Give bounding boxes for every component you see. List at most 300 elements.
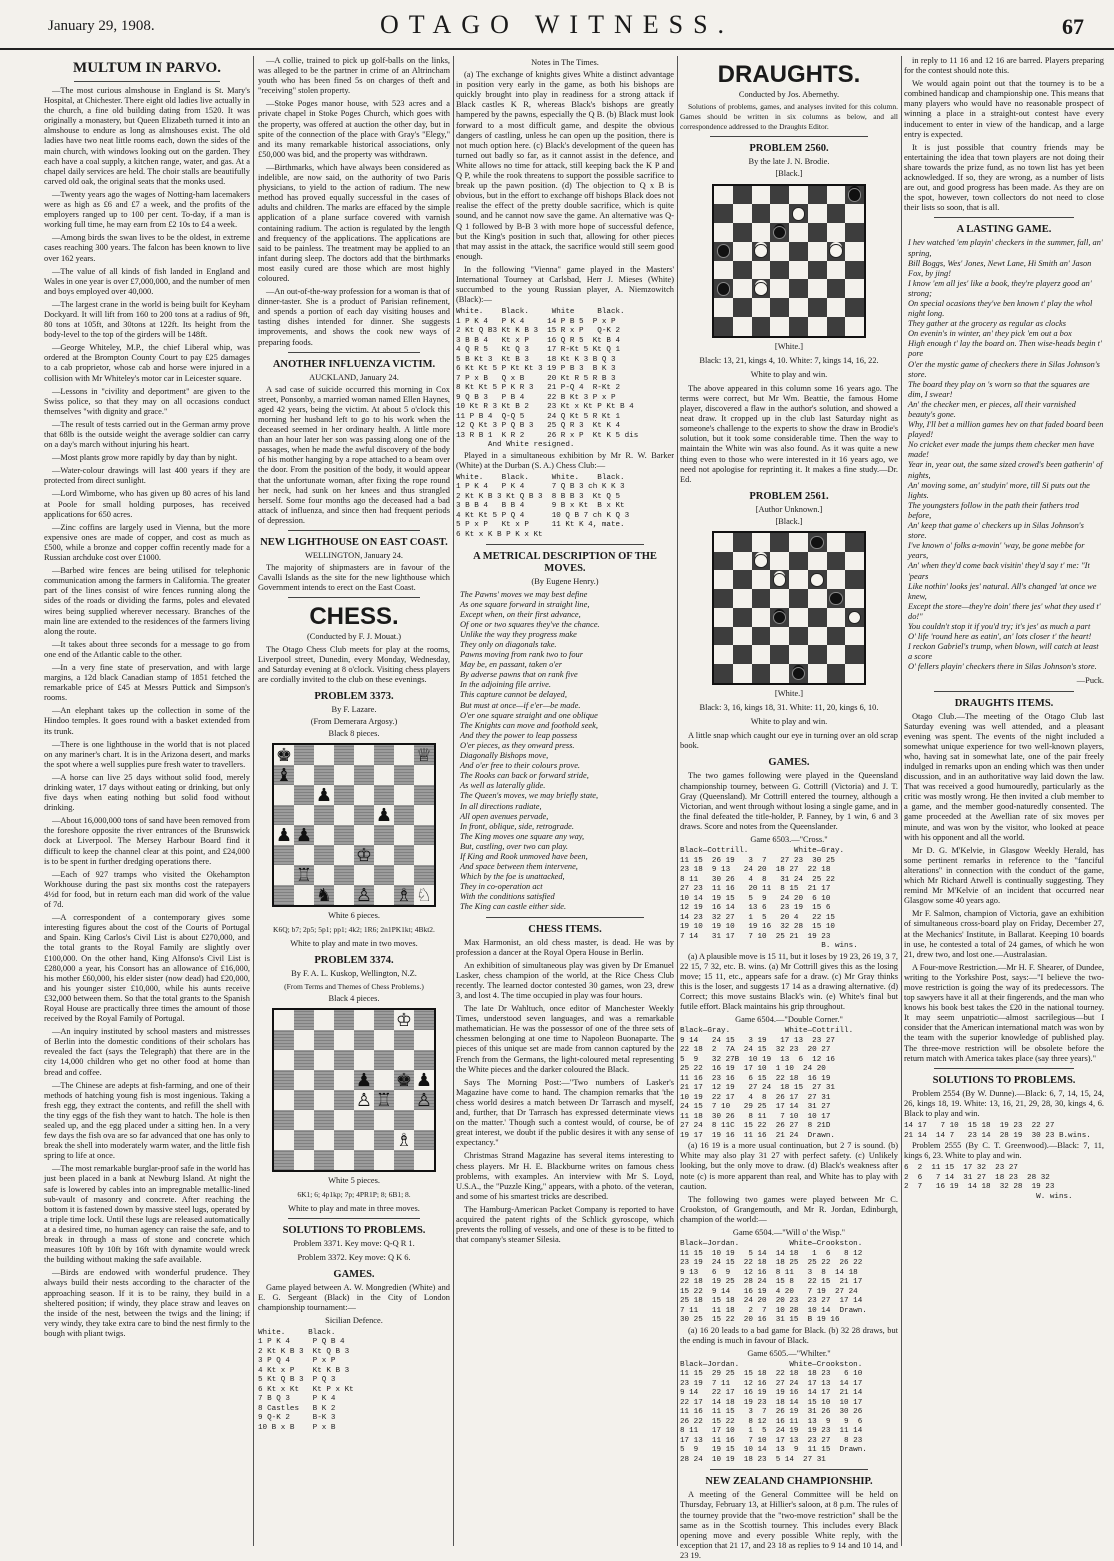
problem-stipulation: White to play and win. [750,369,828,379]
board-square [374,1070,394,1090]
story-title: ANOTHER INFLUENZA VICTIM. [272,358,436,370]
board-square [374,825,394,845]
chess-conductor: (Conducted by F. J. Mouat.) [306,632,401,642]
news-paragraph: —The largest crane in the world is being built for Keyham Dockyard. It will lift from 160 to 200 tons at a radius of 9ft, 80 tons at 105ft, and 30tons at 122ft. Its height from the body-level to the top of the girders will be 148ft. [44,299,250,340]
news-paragraph: —It takes about three seconds for a message to go from one end of the Atlantic cable to the other. [44,639,250,659]
board-square [354,1150,374,1170]
poem-credit: —Puck. [1076,676,1104,686]
board-square [334,1150,354,1170]
board-square [714,298,733,317]
board-square [374,1030,394,1050]
board-square [394,885,414,905]
board-square [789,533,808,552]
black-man-piece-icon [810,536,824,550]
page-number: 67 [1062,14,1084,39]
poem-line: Why, I'll bet a million games hev on that faded board been played! [908,420,1104,440]
chess-piece-icon: ♟ [375,805,393,826]
draughts-item: Otago Club.—The meeting of the Otago Club last Saturday evening was well attended, and a pleasant evening was spent. The events of the night included a somewhat unique experience for two well-known players, who, having sat in somewhat late, one of the pair freely indulged in remarks upon an ending which was then under discussion, and in an authoritative way laid down the law. That was received a good humouredly, particularly as the critic was mostly wrong. He then invited a club member to a game, and the member good-naturedly consented. The game proceeded at the Awellian rate of six moves per minute, and was won by the visitor, who looked at peace with his opponent and all the world. [904,711,1104,842]
board-square [294,1050,314,1070]
board-square [733,242,752,261]
board-square [354,1090,374,1110]
board-square [274,825,294,845]
problem-stipulation: White to play and mate in three moves. [288,1203,420,1213]
board-square [374,1150,394,1170]
divider [934,691,1074,692]
poem-line: No cricket ever made the jumps them checker men have made! [908,440,1095,460]
board-square [733,533,752,552]
problem-note: The above appeared in this column some 16 years ago. The terms were correct, but Mr Wm. Beattie, the famous Home player, discovered a flaw in the author's solution, and showed a neat draw. It cropped up in the club last Saturday night as someone's challenge to the experts to show the draw in Brodie's solution, but it took some considerable time. Then the way to maintain the White win was also found. As it was quite a new thing even to those who were interested in it 16 years ago, we need not apologise for reprinting it. It makes a fine study.—Dr. Ed. [680,383,898,484]
board-square [752,645,771,664]
story-dateline: AUCKLAND, January 24. [309,372,399,382]
board-square [414,885,434,905]
chess-piece-icon: ♙ [355,885,373,906]
poem-line: And space between them intervene, [460,862,578,872]
board-square [770,317,789,336]
problem-notation: K6Q; b7; 2p5; 5p1; pp1; 4k2; 1R6; 2n1PK1kt; 4Bkt2. [273,925,435,935]
poem-line: If King and Rook unmoved have been, [460,851,588,861]
board-square [354,825,374,845]
board-square [770,242,789,261]
board-square [789,645,808,664]
board-square [733,552,752,571]
board-square [334,865,354,885]
solutions-title: SOLUTIONS TO PROBLEMS. [932,1074,1076,1086]
problem-title: PROBLEM 3374. [314,955,394,967]
board-square [733,317,752,336]
poem-line: Pawns moving from rank two to four [460,650,583,660]
poem-line: Diagonally Bishops move, [460,751,549,761]
board-square [770,664,789,683]
championship-title: NEW ZEALAND CHAMPIONSHIP. [705,1476,873,1488]
board-square [808,242,827,261]
draughts-conductor: Conducted by Jos. Abernethy. [738,90,840,99]
draughts-items-title: DRAUGHTS ITEMS. [954,697,1054,709]
poem-line: Which by the foe is unattacked, [460,872,565,882]
board-square [808,589,827,608]
news-paragraph: —The Chinese are adepts at fish-farming, and one of their methods of hatching young fish is most ingenious. Taking a fresh egg, they extract the contents, and refill the shell with the tiny eggs of the fish they want to hatch. The hole is then sealed up, and the egg placed under a sitting hen. In a very few days the fish ova are so far advanced that one has only to break the shell into moderately warm water, and the little fish spring to life at once. [44,1080,250,1161]
chess-item: Christmas Strand Magazine has several items interesting to chess players. Mr H. E. Blackburne writes on famous chess problems, with examples. An interview with Mr S. Loyd, U.S.A., the "Puzzle King," appears, with a photo. of the veteran, and some of his smartest tricks are described. [456,1151,674,1201]
white-man-piece-icon [810,573,824,587]
solution-entry: Problem 3371. Key move: Q-Q R 1. [293,1239,415,1248]
board-square [808,317,827,336]
poem-title: A LASTING GAME. [956,224,1052,236]
black-man-piece-icon [829,592,843,606]
board-square [752,186,771,205]
divider [74,81,220,82]
news-paragraph: —Birthmarks, which have always been considered as indelible, are now said, on the authority of two Paris physicians, to yield to the action of radium. The new method has proved equally successful in the cases of adults and children. The marks are effaced by the simple application of a plane surface covered with varnish containing radium. The action is regulated by the length and frequency of the applications. The applications are said to be painless. The treatment may be applied to an infant during sleep. The doctors add that the birthmarks most easily cured are those which are most highly coloured. [258,162,450,283]
news-paragraph: —In a very fine state of preservation, and with large margins, a 12d black Canadian stamp of 1851 fetched the remarkable price of £45 at Messrs Puttick and Simpson's rooms. [44,662,250,703]
board-square [294,1070,314,1090]
board-square [714,608,733,627]
board-square [827,627,846,646]
poem [908,238,1104,672]
board-square [374,1110,394,1130]
poem-line: High enough t' lay the board on. Then wise-heads begin t' pore [908,339,1102,359]
board-square [827,533,846,552]
problem-author: By F. A. L. Kuskop, Wellington, N.Z. [291,969,417,979]
board-square [414,805,434,825]
board-square [714,589,733,608]
news-paragraph: —A correspondent of a contemporary gives some interesting figures about the cost of the Courts of Portugal and Spain. King Carlos's Civil List is about £270,000, and the total grants to the Royal Family are slightly over £100,000. On the other hand, King Alfonso's Civil List is £280,000 a year, his Consort has an allowance of £16,000, his mother £60,000, his elder sister (now dead) had £20,000, and his younger sister £10,000, while his aunts receive £32,000 between them. So that the total grants to the Spanish Royal House are practically three times the amount of those received by the Royal Family of Portugal. [44,913,250,1024]
game-notes: (a) 16 20 leads to a bad game for Black. (b) 32 28 draws, but the ending is much in favour of Black. [680,1325,898,1345]
board-square [827,608,846,627]
board-square [789,589,808,608]
draughts-notice: Solutions of problems, games, and analyses invited for this column. Games should be written in six columns as below, and all correspondence addressed to the Draughts Editor. [680,102,898,132]
chess-piece-icon: ♟ [315,785,333,806]
board-square [314,885,334,905]
divider [288,597,420,598]
paper-title: OTAGO WITNESS. [379,10,735,39]
white-side-tag: [White.] [774,688,804,698]
column-miscellany-chess [258,56,450,1546]
board-square [733,608,752,627]
chess-piece-icon: ♚ [395,1069,413,1090]
paragraph-list [258,56,450,348]
board-square [808,279,827,298]
board-square [827,298,846,317]
poem-line: An' keep that game o' checkers up in Silas Johnson's store. [908,521,1084,541]
game-score: Black—Jordan. White—Crookston. 11 15 29 25 15 18 22 18 18 23 6 10 23 19 7 11 12 16 27 24 17 13 14 17 9 14 22 17 16 19 19 16 14 17 21 14 22 17 14 18 19 23 18 14 15 10 10 17 11 16 11 15 3 7 26 19 31 26 30 26 26 22 15 22 8 12 16 11 13 9 9 6 8 11 17 10 1 5 24 19 19 23 11 14 17 13 11 16 7 10 17 13 23 27 8 23 5 9 19 15 10 14 13 9 11 15 Drawn. 28 24 10 19 18 23 5 14 27 31 [680,1360,867,1464]
black-piece-count: Black 8 pieces. [328,729,380,739]
news-paragraph: —Among birds the swan lives to be the oldest, in extreme cases reaching 300 years. The falcon has been known to live over 162 years. [44,233,250,263]
board-square [394,865,414,885]
poem-line: All open avenues pervade, [460,811,549,821]
poem-line: The youngsters follow in the path their fathers trod before, [908,500,1079,520]
draughts-item: A Four-move Restriction.—Mr H. F. Shearer, of Dundee, writing to the Yorkshire Post, says:—"I believe the two-move restriction is going the way of its predecessors. The top sawyers have it all at their fingerends, and the man who knows his book best takes the £20 in the national tourney. It may seem unpatriotic—almost sacrilegious—but I consider that the American international match was won by the team with the superior knowledge of published play. The three-move restriction will be obsolete before the return match with America takes place (say three years)." [904,962,1104,1063]
poem-line: An' when they'd come back visitin' they'd say t' me: "It 'pears [908,561,1090,581]
poem [460,590,674,913]
problem-notation: 6K1; 6; 4p1kp; 7p; 4PR1P; 8; 6B1; 8. [297,1189,411,1199]
board-square [714,204,733,223]
board-square [714,533,733,552]
board-square [752,317,771,336]
board-square [394,1010,414,1030]
story-title: NEW LIGHTHOUSE ON EAST COAST. [260,537,448,549]
board-square [752,608,771,627]
board-square [733,664,752,683]
news-paragraph: —Most plants grow more rapidly by day than by night. [52,453,238,463]
board-square [752,279,771,298]
board-square [827,317,846,336]
board-square [274,1150,294,1170]
board-square [294,1010,314,1030]
game-title: Game 6503.—"Cross." [750,835,828,844]
poem-line: O' life 'round here as eatin', an' lots closer t' the heart! [908,632,1092,642]
board-square [374,805,394,825]
chess-piece-icon: ♝ [275,765,293,786]
solutions-title: SOLUTIONS TO PROBLEMS. [282,1225,426,1236]
board-square [733,570,752,589]
board-square [752,570,771,589]
board-square [733,298,752,317]
chess-piece-icon: ♟ [415,1069,433,1090]
board-square [770,261,789,280]
problem-title: PROBLEM 3373. [314,690,394,702]
white-king-piece-icon [754,282,768,296]
board-square [845,533,864,552]
section-title: MULTUM IN PARVO. [73,60,221,76]
solution-entry: Problem 2555 (By C. T. Greenwood).—Black: 7, 11, kings 6, 23. White to play and win. [904,1141,1104,1161]
board-square [394,765,414,785]
board-square [374,1130,394,1150]
board-square [827,570,846,589]
board-square [294,885,314,905]
board-square [374,885,394,905]
board-square [414,1070,434,1090]
poem-line: The King moves one square any way, [460,831,585,841]
board-square [789,204,808,223]
column-draughts [680,56,898,1560]
poem-line: This capture cannot be delayed, [460,690,567,700]
board-square [789,298,808,317]
board-square [274,765,294,785]
board-square [314,865,334,885]
continued-text: in reply to 11 16 and 12 16 are barred. Players preparing for the contest should note this. [904,56,1104,76]
chess-item: The Hamburg-American Packet Company is reported to have acquired the patent rights of the Schlick gyroscope, which prevents the rolling of vessels, and one of these is to be fitted to that company's steamer Silesia. [456,1204,674,1245]
games-title: GAMES. [333,1269,375,1281]
news-paragraph: —The most curious almshouse in England is St. Mary's Hospital, at Chichester. There eight old ladies live actually in the church, a fine old building dating from 1520. It was originally a monastery, but Queen Elizabeth turned it into an almshouse to endure as long as almshouses exist. The old ladies have two neat little rooms each, down the sides of the main church, with windows looking out on the garden. They each have a coal supply, a kitchen range, water, and gas. At a chapel daily services are held. The choir stalls are beautifully carved old oak, the original seats that the monks used. [44,86,250,186]
column-multum-in-parvo [44,56,250,1546]
board-square [752,627,771,646]
board-square [808,570,827,589]
poem-line: Unlike the way they progress make [460,629,577,639]
board-square [314,785,334,805]
board-square [274,885,294,905]
board-square [414,745,434,765]
chess-piece-icon: ♔ [395,1009,413,1030]
board-square [770,223,789,242]
board-square [714,279,733,298]
board-square [314,1150,334,1170]
board-square [334,825,354,845]
board-square [752,589,771,608]
board-square [374,785,394,805]
problem-stipulation: White to play and mate in two moves. [290,939,418,949]
problem-source: (From Demerara Argosy.) [310,716,398,726]
board-square [414,1130,434,1150]
board-square [827,664,846,683]
black-king-piece-icon [848,188,862,202]
board-square [752,261,771,280]
poem-line: O'er pieces, as they onward press. [460,740,575,750]
board-square [752,223,771,242]
divider [288,1218,420,1219]
draughts-items [904,712,1104,1064]
poem-line: I've known o' folks a-movin' 'way, be gone mebbe for years, [908,541,1085,561]
board-square [789,279,808,298]
board-square [334,845,354,865]
board-square [770,608,789,627]
board-square [394,825,414,845]
board-square [394,1110,414,1130]
white-king-piece-icon [829,244,843,258]
news-paragraph: —George Whiteley, M.P., the chief Liberal whip, was ordered at the Brompton County Court to pay £25 damages to a cab proprietor, whose cab and horse were injured in a collision with Mr Whiteley's motor car in Leicester square. [44,343,250,383]
draughts-item: Mr D. G. M'Kelvie, in Glasgow Weekly Herald, has some pertinent remarks in reference to the "fanciful alterations" in connection with the conduct of the game, which Mr Richard Atwell is continually suggesting. They remind Mr M'Kelvie of an incident that occurred near Glasgow some 40 years ago. [904,845,1104,906]
board-square [394,805,414,825]
board-square [374,1090,394,1110]
board-square [808,608,827,627]
board-square [752,298,771,317]
chess-piece-icon: ♙ [415,1089,433,1110]
board-square [274,845,294,865]
column-draughts-continued [904,56,1104,1546]
chess-piece-icon: ♗ [395,885,413,906]
board-square [733,204,752,223]
board-square [294,1130,314,1150]
chess-piece-icon: ♖ [295,865,313,886]
poem-line: Year in, year out, the same sized crowd's been gatherin' of nights, [908,460,1103,480]
board-square [334,1130,354,1150]
board-square [770,186,789,205]
poem-line: May be, en passant, taken o'er [460,660,563,670]
poem-title: A METRICAL DESCRIPTION OF THE MOVES. [473,551,657,575]
problem-position: Black: 3, 16, kings 18, 31. White: 11, 20, kings 6, 10. [699,703,879,713]
poem-line: They gather at the grocery as regular as clocks [908,319,1067,329]
poem-line: And o'er free to their colours prove. [460,761,581,771]
board-square [733,186,752,205]
board-square [414,1090,434,1110]
board-square [827,589,846,608]
chess-item: The late Dr Wahltuch, once editor of Manchester Weekly Times, understood seven languages, and was a remarkable mathematician. He was the possessor of one of the three sets of chessmen belonging at one time to Napoleon Buonaparte. The pieces of this unique set are made from cannon captured by the French from the Germans, the light-coloured metal representing the White pieces and the darker coloured the Black. [456,1004,674,1074]
poem-line: Bill Boggs, Wes' Jones, Newt Lane, Hi Smith an' Jason Fox, by jing! [908,258,1092,278]
chess-club-notice: The Otago Chess Club meets for play at the rooms, Liverpool street, Dunedin, every Monday, Wednesday, and Saturday evening at 8 o'clock. Visiting chess players are cordially invited to the club on these evenings. [258,644,450,684]
problem-stipulation: White to play and win. [750,717,828,727]
news-paragraph: —Twenty years ago the wages of Notting-ham lacemakers were as high as £6 and £7 a week, and the profits of the employers ranged up to 100 per cent. To-day, if a man is working full time, he may earn from £2 10s to £4 a week. [44,189,250,230]
news-paragraph: —Zinc coffins are largely used in Vienna, but the more expensive ones are made of copper, and cost as much as £500, while a bronze and copper coffin recently made for a Russian archduke cost over £1000. [44,522,250,563]
board-square [827,645,846,664]
poem-line: In the adjoining file arrive. [460,680,551,690]
board-square [314,825,334,845]
board-square [714,627,733,646]
poem-line: I reckon Gabriel's trump, when blown, will catch at least a score [908,642,1099,662]
chess-piece-icon: ♚ [275,745,293,766]
board-square [789,627,808,646]
chess-board [272,743,436,907]
poem-line: The King can castle either side. [460,902,567,912]
board-square [294,745,314,765]
board-square [714,570,733,589]
simul-intro: Played in a simultaneous exhibition by Mr R. W. Barker (White) at the Durban (S. A.) Chess Club:— [456,450,674,470]
poem-line: I know 'em all jes' like a book, they're playerz good an' strong; [908,278,1092,298]
board-square [714,223,733,242]
problem-author: [Author Unknown.] [755,504,823,514]
chess-piece-icon: ♘ [415,885,433,906]
chess-piece-icon: ♟ [355,1069,373,1090]
black-side-tag: [Black.] [775,169,803,179]
divider [710,1469,868,1470]
problem-position: Black: 13, 21, kings 4, 10. White: 7, kings 14, 16, 22. [699,355,879,365]
news-paragraph: —The most remarkable burglar-proof safe in the world has just been placed in a bank at Newburg Island. At night the safe is lowered by cables into an impregnable metallic-lined sub-vault of masonry and concrete. After reaching the bottom it is fastened down by massive steel lugs, operated by a triple time lock. Until these lugs are released automatically at a desired time, no human agency can raise the safe, and to break in through a mass of stone and concrete which measures 10ft by 10ft by 16ft with dynamite would wreck the building without making the safe available. [44,1164,250,1265]
poem-line: The board they play on 's worn so that the squares are dim, I swear! [908,379,1090,399]
notes-title: Notes in The Times. [531,58,599,67]
poem-author: (By Eugene Henry.) [531,577,599,587]
poem-line: An' moving some, an' studyin' more, till Si puts out the lights. [908,480,1090,500]
board-square [394,1130,414,1150]
board-square [845,664,864,683]
black-king-piece-icon [773,226,787,240]
board-square [752,533,771,552]
board-square [354,885,374,905]
board-square [789,570,808,589]
black-man-piece-icon [717,244,731,258]
poem-line: They only on diagonals take. [460,640,557,649]
board-square [354,785,374,805]
board-square [845,279,864,298]
game-notes: (a) 16 19 is a more usual continuation, but 2 7 is sound. (b) White may also play 31 27 with perfect safety. (c) Unlikely looking, but the only move to draw. (d) Black's weakness after note (c) is more apparent than real, and White has to play with caution. [680,1141,898,1191]
board-square [294,785,314,805]
divider [710,136,868,137]
board-square [808,552,827,571]
board-square [334,805,354,825]
board-square [354,1050,374,1070]
draughts-item: Mr F. Salmon, champion of Victoria, gave an exhibition of simultaneous cross-board play on Friday, December 27, at the Mechanics' Institute, in Ballarat. Keeping 10 boards in use, he contested a total of 24 games, of which he won 21, drew two, and lost one.—Australasian. [904,909,1104,959]
game-score: White. Black. 1 P K 4 P Q B 4 2 Kt K B 3 Kt Q B 3 3 P Q 4 P x P 4 Kt x P Kt K B 3 5 Kt Q B 3 P Q 3 6 Kt x Kt Kt P x Kt 7 B Q 3 P K 4 8 Castles B K 2 9 Q-K 2 B-K 3 10 B x B P x B [258,1328,354,1432]
game-score: White. Black. White. Black. 1 P K 4 P K 4 7 Q B 3 ch K K 3 2 Kt K B 3 Kt Q B 3 8 B B 3 Kt Q 5 3 B B 4 B B 4 9 B x Kt B x Kt 4 Kt Kt 5 P Q 4 10 Q B 7 ch K Q 3 5 P x P Kt x P 11 Kt K 4, mate. 6 Kt x K B P K x Kt [456,473,630,539]
board-square [294,845,314,865]
poem-line: They in co-operation act [460,882,543,892]
white-king-piece-icon [773,573,787,587]
board-square [845,627,864,646]
news-paragraph: We would again point out that the tourney is to be a combined handicap and championship one. This means that many players who would have no reasonable prospect of winning a place in a straight-out contest have every inducement to enter in view of the handicap, and a large entry is expected. [904,79,1104,139]
board-square [274,1090,294,1110]
column-rule [453,56,454,1546]
chess-item: Says The Morning Post:—"Two numbers of Lasker's Magazine have come to hand. The champion remarks that 'the chess world desires a match between Dr Tarrasch and myself, and, further, that Dr Tarrasch has expressed determinate views on the matter.' Though such a contest would, of course, be of great interest, we doubt if the public desires it with any sense of expectancy." [456,1077,674,1148]
board-square [770,552,789,571]
board-square [752,664,771,683]
story-body: A sad case of suicide occurred this morning in Cox street, Ponsonby, a married woman named Ellen Haynes, aged 42 years, being the victim. At about 5 o'clock this morning her husband left to go to his work when the deceased seemed in her ordinary health. A little more than an hour later her son was passing along one of the passages, when he made the awful discovery of the body of his mother hanging by a rope attached to a beam over the door. From the position of the body, it would appear that the unfortunate woman, after fixing the rope round her neck, had sunk on her knees and thus strangled herself. Some four months ago the deceased had a bad attack of influenza, and since then had frequent periods of depression. [258,384,450,525]
board-square [314,1110,334,1130]
board-square [789,186,808,205]
chess-piece-icon: ♕ [415,745,433,766]
game-score: Black—Gray. White—Cottrill. 9 14 24 15 3 19 17 13 23 27 22 18 2 7A 24 15 32 23 20 27 5 9 32 27B 10 19 13 6 12 16 25 22 16 19 17 10 1 10 24 20 11 16 23 16 6 15 22 18 16 19 21 17 12 19 27 24 18 15 27 31 10 19 22 17 4 8 26 17 27 31 24 15 7 10 29 25 17 14 31 27 11 18 30 26 8 11 7 10 10 17 27 24 8 11C 15 22 26 27 8 21D 19 17 19 16 11 16 21 24 Drawn. [680,1027,854,1140]
chess-piece-icon: ♗ [395,1129,413,1150]
black-king-piece-icon [773,611,787,625]
news-paragraph: —About 16,000,000 tons of sand have been removed from the foreshore opposite the river entrances of the Brunswick dock at Liverpool. The Mersey Harbour Board find it difficult to keep the channel clear at this point, and £24,000 is to be spent in further dredging operations there. [44,816,250,866]
chess-item: An exhibition of simultaneous play was given by Dr Emanuel Lasker, chess champion of the world, at the Rice Chess Club recently. The learned doctor contested 30 games, won 23, drew 3, and lost 4. The time occupied in play was four hours. [456,960,674,1000]
poem-line: Except when, on their first advance, [460,609,581,619]
board-square [274,1130,294,1150]
board-square [354,865,374,885]
problem-author: By F. Lazare. [331,704,377,714]
board-square [334,1110,354,1130]
board-square [394,785,414,805]
poem-line: I hev watched 'em playin' checkers in the summer, fall, an' spring, [908,238,1103,258]
draughts-board [712,184,866,338]
board-square [394,1030,414,1050]
news-paragraph: —A horse can live 25 days without solid food, merely drinking water, 17 days without eating or drinking, but only five days when eating nothing but solid food without drinking. [44,772,250,813]
board-square [714,664,733,683]
chess-piece-icon: ♙ [355,1089,373,1110]
board-square [827,186,846,205]
news-paragraph: —Each of 927 tramps who visited the Okehampton Workhouse during the past six months cost the ratepayers 4½d for food, but in return each man did work of the value of 7d. [44,869,250,910]
board-square [770,570,789,589]
board-square [394,1090,414,1110]
game-score: Black—Jordan. White—Crookston. 11 15 10 19 5 14 14 18 1 6 8 12 23 19 24 15 22 18 18 25 25 22 26 22 9 13 6 9 12 16 8 11 3 8 14 18 22 18 19 25 28 24 15 8 22 15 21 17 15 22 9 14 16 19 4 20 7 19 27 24 25 18 15 18 24 20 20 23 23 27 17 14 7 11 11 18 2 7 10 28 10 14 Drawn. 30 25 15 22 20 16 31 15 B 19 16 [680,1240,867,1325]
board-square [789,608,808,627]
board-square [827,204,846,223]
board-square [808,186,827,205]
board-square [827,552,846,571]
poem-line: The Queen's moves, we may briefly state, [460,791,599,801]
solution-moves: 6 2 11 15 17 32 23 27 2 6 7 14 31 27 18 23 28 32 2 7 16 19 14 18 32 28 19 23 W. wins. [904,1164,1073,1201]
poem-line: You couldn't stop it if you'd try; it's jes' as much a part [908,621,1091,631]
board-square [733,223,752,242]
problem-source: (From Terms and Themes of Chess Problems.) [284,981,424,991]
board-square [354,1070,374,1090]
game-notes: (a) A plausible move is 15 11, but it loses by 19 23, 26 19, 3 7, 22 15, 7 32, etc. B. wins. (a) Mr Cottrill gives this as the losing move; 15 11, etc., appears safe for a draw. (c) Mr Gray thinks this is the loser, and suggests 17 14 as a drawing alternative. (d) Correct; this move sustains Black's win. (e) White's final but futile effort. Black maintains his grip throughout. [680,951,898,1012]
board-square [314,1070,334,1090]
column-chess-continued [456,56,674,1546]
